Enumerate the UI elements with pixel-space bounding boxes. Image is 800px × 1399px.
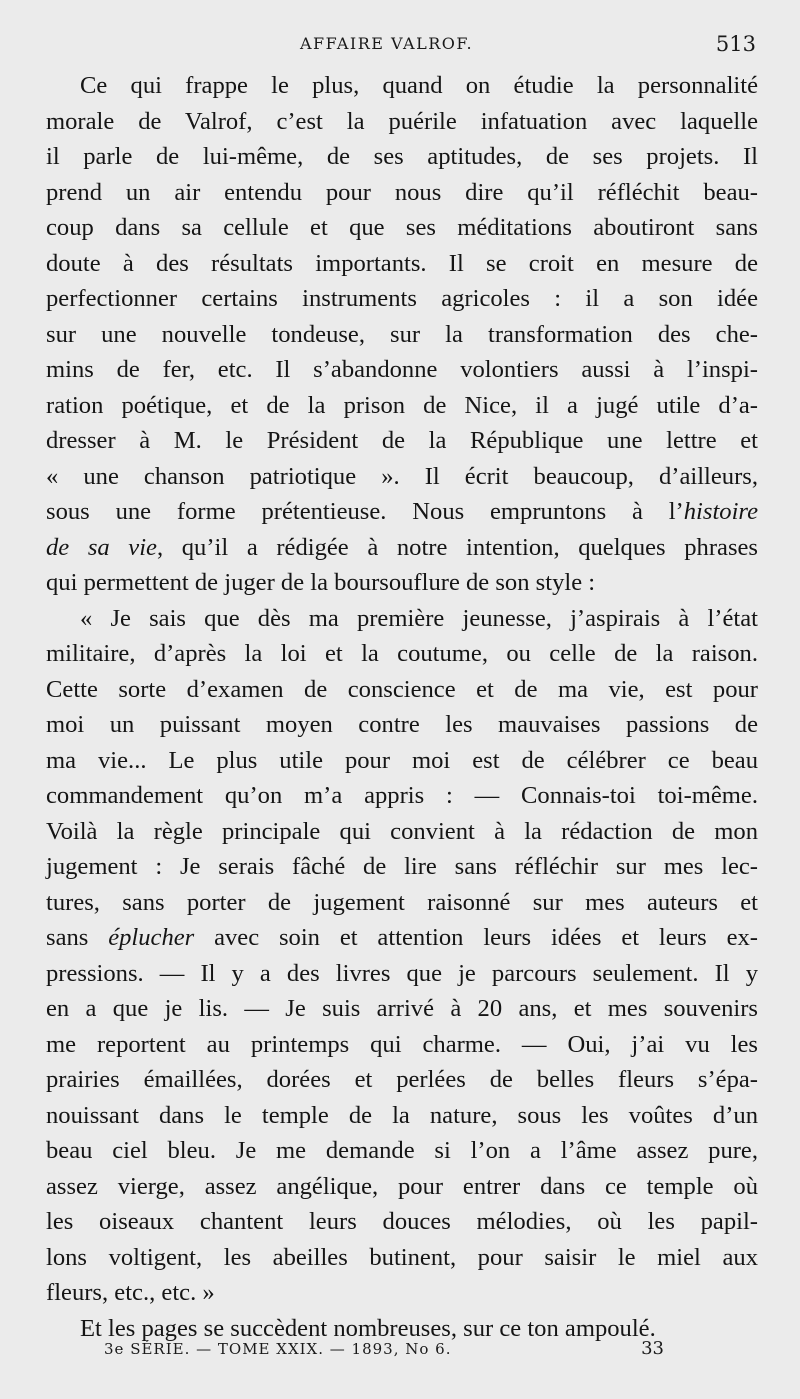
text-line	[46, 494, 758, 530]
text-line: jugement : Je serais fâché de lire sans réfléchir sur mes lec-	[46, 853, 758, 880]
footer-signature: 33	[641, 1338, 664, 1359]
text-line: pressions. — Il y a des livres que je parcours seulement. Il y	[46, 959, 758, 987]
text-line: il parle de lui-même, de ses aptitudes, de ses projets. Il	[46, 143, 758, 170]
text-line: tures, sans porter de jugement raisonné sur mes auteurs et	[46, 888, 758, 916]
text-line: « Je sais que dès ma première jeunesse, j’aspirais à l’état	[80, 604, 758, 632]
text-line: perfectionner certains instruments agricoles : il a son idée	[46, 285, 758, 312]
running-head	[46, 34, 756, 64]
text-line: morale de Valrof, c’est la puérile infatuation avec laquelle	[46, 107, 758, 135]
text-line: doute à des résultats importants. Il se croit en mesure de	[46, 249, 758, 277]
text-line: militaire, d’après la loi et la coutume, ou celle de la raison.	[46, 640, 758, 667]
text-line: Et les pages se succèdent nombreuses, sur ce ton ampoulé.	[80, 1314, 656, 1342]
text-segment: , qu’il a rédigée à notre intention, quelques phrases	[156, 533, 758, 561]
text-line: qui permettent de juger de la boursouflure de son style :	[46, 569, 596, 596]
text-line: beau ciel bleu. Je me demande si l’on a l’âme assez pure,	[46, 1137, 758, 1164]
italic-word: histoire	[683, 498, 758, 525]
text-line: Voilà la règle principale qui convient à la rédaction de mon	[46, 817, 758, 845]
text-line: mins de fer, etc. Il s’abandonne volontiers aussi à l’inspi-	[46, 356, 758, 383]
text-line: les oiseaux chantent leurs douces mélodies, où les papil-	[46, 1208, 758, 1235]
page-footer	[104, 1340, 664, 1370]
text-segment: sous une forme prétentieuse. Nous empruntons à l’	[46, 498, 684, 525]
text-line: Cette sorte d’examen de conscience et de ma vie, est pour	[46, 675, 758, 703]
text-line: dresser à M. le Président de la République une lettre et	[46, 427, 758, 454]
italic-word: éplucher	[108, 924, 195, 951]
text-segment: avec soin et attention leurs idées et leurs ex-	[194, 924, 758, 951]
text-segment: sans	[46, 924, 109, 951]
text-line: Ce qui frappe le plus, quand on étudie la personnalité	[80, 72, 758, 99]
text-line: lons voltigent, les abeilles butinent, pour saisir le miel aux	[46, 1243, 758, 1271]
text-line: sur une nouvelle tondeuse, sur la transformation des che-	[46, 320, 758, 348]
body-text	[46, 68, 758, 1346]
footer-series-info: 3e SÉRIE. — TOME XXIX. — 1893, No 6.	[104, 1340, 452, 1358]
text-line: ma vie... Le plus utile pour moi est de célébrer ce beau	[46, 746, 758, 774]
text-line: prend un air entendu pour nous dire qu’il réfléchit beau-	[46, 178, 758, 206]
text-line	[46, 920, 758, 956]
text-line: en a que je lis. — Je suis arrivé à 20 ans, et mes souvenirs	[46, 995, 758, 1022]
page-number: 513	[715, 32, 756, 56]
text-line: coup dans sa cellule et que ses méditations aboutiront sans	[46, 214, 758, 241]
text-line: moi un puissant moyen contre les mauvaises passions de	[46, 711, 758, 738]
text-line: me reportent au printemps qui charme. — Oui, j’ai vu les	[46, 1030, 758, 1058]
text-line: fleurs, etc., etc. »	[46, 1279, 215, 1306]
text-line	[46, 530, 758, 566]
running-title: AFFAIRE VALROF.	[300, 34, 474, 53]
italic-phrase: de sa vie	[46, 533, 157, 561]
text-line: nouissant dans le temple de la nature, sous les voûtes d’un	[46, 1101, 758, 1129]
text-line: prairies émaillées, dorées et perlées de belles fleurs s’épa-	[46, 1066, 758, 1093]
text-line: commandement qu’on m’a appris : — Connais-toi toi-même.	[46, 782, 758, 809]
text-line: assez vierge, assez angélique, pour entrer dans ce temple où	[46, 1172, 758, 1200]
text-line: ration poétique, et de la prison de Nice, il a jugé utile d’a-	[46, 391, 758, 419]
text-line: « une chanson patriotique ». Il écrit beaucoup, d’ailleurs,	[46, 462, 758, 490]
